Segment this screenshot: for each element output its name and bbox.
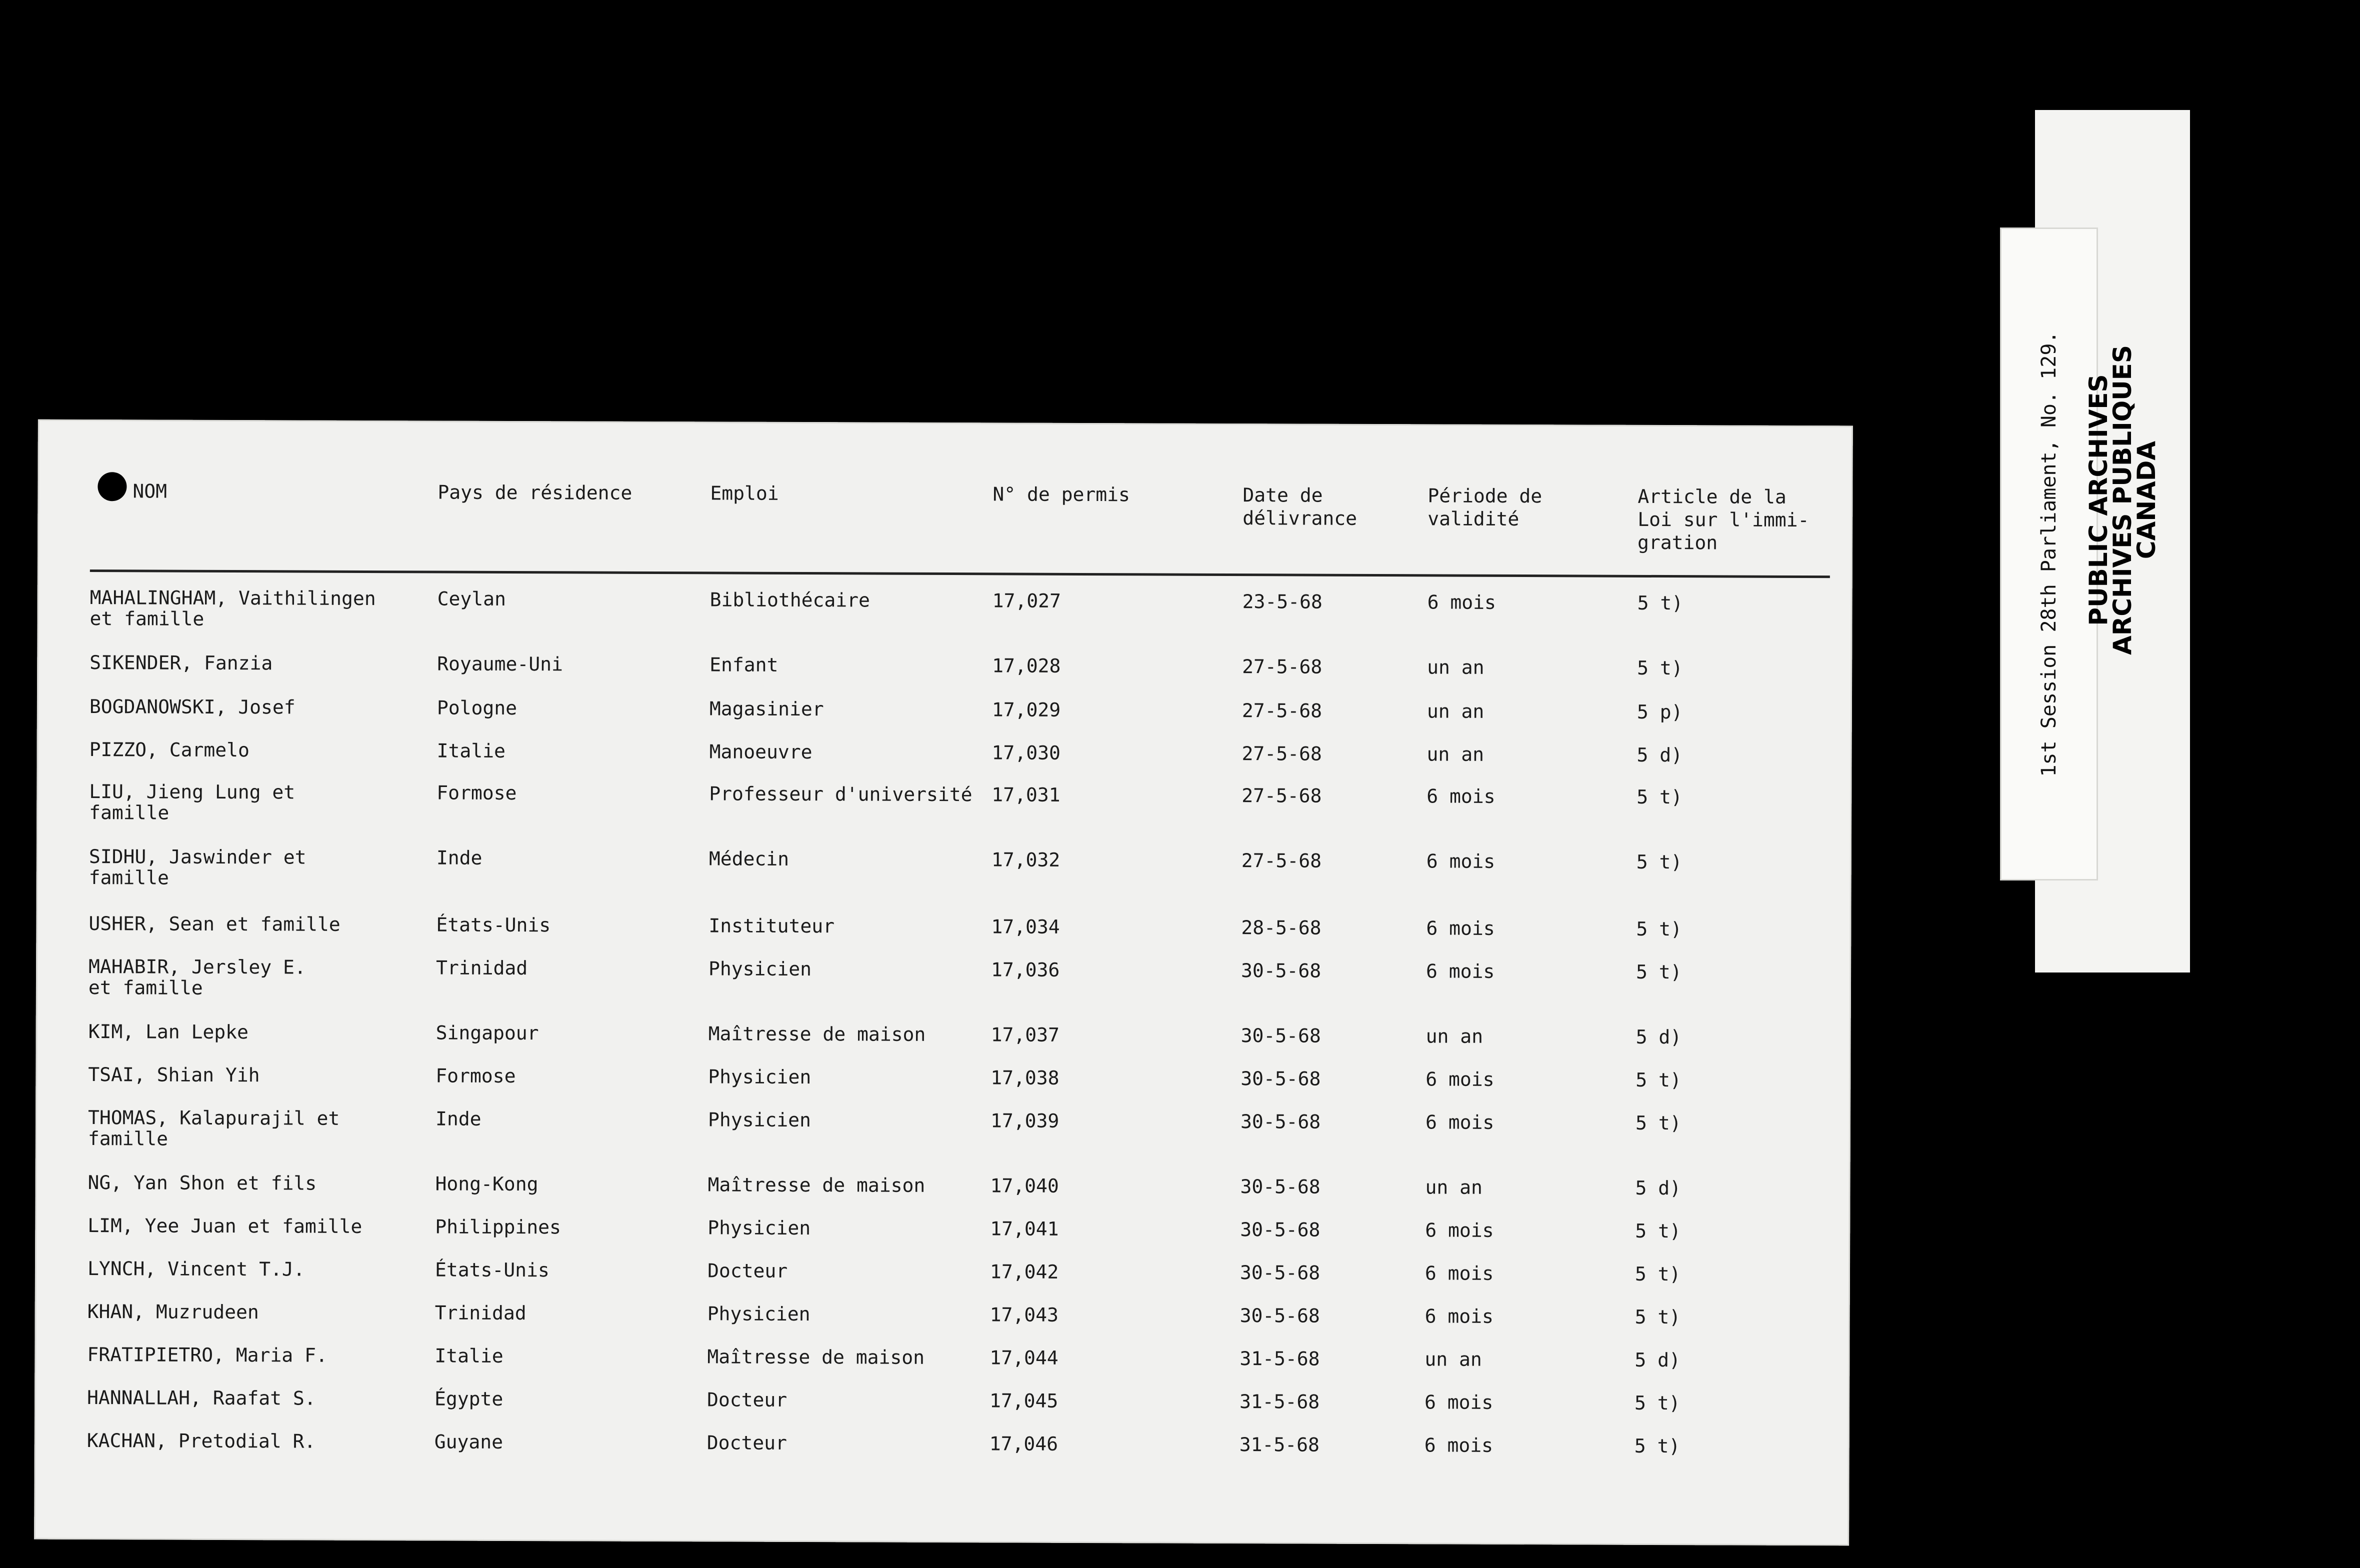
- cell-periode: 6 mois: [1424, 1262, 1494, 1284]
- cell-pays: Inde: [435, 1108, 482, 1130]
- table-row: [37, 652, 1852, 702]
- cell-emploi: Docteur: [707, 1260, 788, 1282]
- cell-article: 5 t): [1634, 1392, 1680, 1414]
- cell-pays: Ceylan: [437, 588, 506, 610]
- cell-date: 27-5-68: [1242, 656, 1322, 678]
- cell-nom: PIZZO, Carmelo: [89, 738, 250, 762]
- header-emploi: Emploi: [710, 482, 779, 504]
- cell-permis: 17,038: [990, 1066, 1060, 1089]
- table-row: [35, 1215, 1850, 1264]
- cell-permis: 17,031: [992, 784, 1060, 806]
- cell-emploi: Manoeuvre: [709, 740, 812, 764]
- cell-emploi: Physicien: [708, 1216, 811, 1240]
- table-row: [35, 1258, 1850, 1308]
- cell-date: 27-5-68: [1242, 700, 1322, 722]
- cell-periode: 6 mois: [1426, 785, 1496, 808]
- cell-emploi: Maîtresse de maison: [708, 1174, 926, 1196]
- cell-article: 5 t): [1635, 1220, 1681, 1242]
- cell-article: 5 t): [1636, 850, 1682, 874]
- cell-nom: SIDHU, Jaswinder et famille: [88, 846, 306, 889]
- cell-nom: TSAI, Shian Yih: [88, 1064, 260, 1086]
- cell-emploi: Instituteur: [708, 914, 835, 938]
- cell-nom: KACHAN, Pretodial R.: [86, 1430, 316, 1452]
- table-row: [36, 846, 1852, 896]
- cell-date: 30-5-68: [1240, 1176, 1320, 1198]
- table-row: [34, 1344, 1850, 1394]
- cell-emploi: Maîtresse de maison: [708, 1022, 926, 1046]
- cell-nom: LIU, Jieng Lung et famille: [89, 780, 296, 824]
- cell-pays: Égypte: [434, 1388, 504, 1410]
- cell-emploi: Magasinier: [709, 698, 824, 720]
- cell-pays: Inde: [436, 846, 482, 869]
- cell-article: 5 d): [1634, 1348, 1680, 1372]
- table-row: [36, 739, 1852, 788]
- cell-periode: un an: [1426, 743, 1484, 766]
- cell-periode: 6 mois: [1426, 850, 1496, 872]
- cell-article: 5 t): [1636, 918, 1682, 940]
- cell-periode: 6 mois: [1424, 1391, 1494, 1414]
- cell-date: 31-5-68: [1240, 1390, 1320, 1413]
- cell-pays: Guyane: [434, 1430, 504, 1453]
- cell-nom: THOMAS, Kalapurajil et famille: [88, 1106, 340, 1150]
- cell-article: 5 t): [1634, 1434, 1680, 1458]
- archive-label: [2000, 228, 2098, 880]
- cell-pays: Philippines: [435, 1216, 562, 1238]
- cell-article: 5 t): [1634, 1306, 1681, 1328]
- stamp-line-1: PUBLIC ARCHIVES: [2084, 374, 2113, 626]
- cell-date: 30-5-68: [1240, 1218, 1320, 1241]
- table-row: [36, 1107, 1850, 1156]
- cell-date: 31-5-68: [1239, 1434, 1320, 1456]
- cell-nom: FRATIPIETRO, Maria F.: [87, 1344, 328, 1366]
- cell-date: 30-5-68: [1240, 1262, 1320, 1284]
- cell-pays: Trinidad: [436, 956, 528, 980]
- cell-permis: 17,040: [990, 1174, 1059, 1197]
- cell-date: 30-5-68: [1240, 1110, 1321, 1133]
- header-permis: N° de permis: [992, 483, 1130, 506]
- table-row: [37, 696, 1852, 746]
- cell-permis: 17,034: [991, 916, 1060, 938]
- cell-article: 5 p): [1636, 700, 1683, 724]
- cell-periode: 6 mois: [1426, 1068, 1494, 1090]
- cell-permis: 17,036: [991, 958, 1060, 981]
- cell-date: 30-5-68: [1240, 1068, 1321, 1090]
- cell-pays: Trinidad: [434, 1302, 526, 1324]
- cell-pays: Formose: [436, 782, 517, 804]
- cell-pays: Pologne: [436, 696, 518, 720]
- header-periode: Période de validité: [1428, 484, 1542, 530]
- cell-date: 31-5-68: [1240, 1348, 1320, 1370]
- cell-nom: KHAN, Muzrudeen: [87, 1300, 259, 1324]
- cell-permis: 17,037: [990, 1024, 1060, 1046]
- cell-emploi: Médecin: [708, 848, 790, 870]
- cell-periode: 6 mois: [1425, 1111, 1494, 1134]
- cell-article: 5 d): [1636, 1026, 1682, 1048]
- cell-permis: 17,030: [992, 742, 1060, 764]
- cell-permis: 17,029: [992, 698, 1061, 721]
- cell-emploi: Physicien: [708, 1108, 812, 1132]
- punch-hole: [98, 472, 126, 501]
- cell-permis: 17,045: [990, 1390, 1058, 1412]
- cell-nom: BOGDANOWSKI, Josef: [89, 696, 296, 718]
- stamp-line-3: CANADA: [2132, 440, 2161, 560]
- cell-article: 5 t): [1634, 1262, 1681, 1286]
- cell-emploi: Docteur: [707, 1388, 788, 1411]
- cell-permis: 17,039: [990, 1110, 1060, 1132]
- cell-pays: États-Unis: [436, 914, 551, 936]
- table-row: [36, 781, 1852, 830]
- cell-emploi: Physicien: [708, 1066, 812, 1088]
- cell-periode: 6 mois: [1425, 1219, 1494, 1242]
- cell-date: 30-5-68: [1241, 960, 1322, 982]
- cell-nom: KIM, Lan Lepke: [88, 1020, 249, 1044]
- cell-nom: USHER, Sean et famille: [88, 912, 340, 936]
- cell-emploi: Bibliothécaire: [710, 588, 870, 612]
- table-row: [34, 1387, 1850, 1436]
- cell-article: 5 t): [1636, 960, 1682, 984]
- table-row: [36, 956, 1851, 1006]
- cell-periode: 6 mois: [1426, 960, 1495, 982]
- cell-permis: 17,046: [989, 1432, 1058, 1455]
- cell-periode: un an: [1424, 1348, 1482, 1370]
- cell-date: 30-5-68: [1240, 1024, 1321, 1047]
- cell-permis: 17,027: [992, 590, 1062, 612]
- cell-pays: États-Unis: [434, 1258, 550, 1282]
- cell-pays: Singapour: [436, 1022, 539, 1044]
- stamp-line-2: ARCHIVES PUBLIQUES: [2108, 345, 2137, 655]
- cell-article: 5 d): [1635, 1176, 1682, 1200]
- cell-emploi: Docteur: [706, 1432, 788, 1454]
- cell-article: 5 t): [1636, 786, 1682, 808]
- cell-nom: LYNCH, Vincent T.J.: [87, 1258, 305, 1280]
- document-sheet: [34, 420, 1853, 1546]
- table-row: [36, 913, 1851, 962]
- cell-article: 5 t): [1637, 656, 1683, 680]
- cell-date: 27-5-68: [1241, 850, 1322, 872]
- cell-article: 5 d): [1636, 744, 1683, 766]
- cell-periode: 6 mois: [1426, 917, 1495, 940]
- cell-nom: HANNALLAH, Raafat S.: [87, 1386, 316, 1410]
- cell-periode: un an: [1425, 1176, 1483, 1198]
- cell-permis: 17,041: [990, 1218, 1059, 1240]
- cell-nom: MAHABIR, Jersley E. et famille: [88, 956, 306, 999]
- cell-pays: Formose: [436, 1064, 516, 1088]
- cell-pays: Italie: [436, 740, 506, 762]
- cell-periode: 6 mois: [1424, 1434, 1494, 1456]
- cell-emploi: Physicien: [707, 1302, 810, 1326]
- cell-date: 27-5-68: [1242, 784, 1322, 807]
- cell-permis: 17,028: [992, 654, 1061, 677]
- cell-permis: 17,042: [990, 1260, 1059, 1283]
- cell-periode: 6 mois: [1427, 591, 1496, 614]
- cell-nom: LIM, Yee Juan et famille: [88, 1214, 362, 1238]
- cell-permis: 17,032: [991, 848, 1060, 871]
- cell-pays: Hong-Kong: [435, 1172, 538, 1196]
- cell-periode: un an: [1426, 1025, 1484, 1048]
- cell-periode: un an: [1426, 700, 1484, 722]
- cell-date: 23-5-68: [1242, 590, 1322, 613]
- cell-permis: 17,043: [990, 1304, 1059, 1326]
- cell-emploi: Enfant: [710, 654, 778, 676]
- table-row: [37, 587, 1852, 636]
- cell-article: 5 t): [1636, 1068, 1682, 1092]
- header-date: Date de délivrance: [1242, 484, 1358, 530]
- cell-date: 28-5-68: [1241, 916, 1322, 939]
- cell-emploi: Maîtresse de maison: [707, 1346, 925, 1368]
- cell-article: 5 t): [1635, 1112, 1682, 1134]
- cell-emploi: Professeur d'université: [709, 782, 972, 806]
- table-row: [34, 1301, 1850, 1350]
- cell-periode: un an: [1427, 656, 1484, 678]
- header-pays: Pays de résidence: [438, 481, 632, 504]
- header-article: Article de la Loi sur l'immi- gration: [1638, 485, 1810, 554]
- cell-date: 27-5-68: [1242, 742, 1322, 765]
- cell-emploi: Physicien: [708, 958, 812, 980]
- cell-pays: Royaume-Uni: [437, 652, 563, 676]
- cell-nom: NG, Yan Shon et fils: [88, 1172, 317, 1194]
- cell-permis: 17,044: [990, 1346, 1058, 1369]
- cell-pays: Italie: [434, 1344, 504, 1367]
- cell-periode: 6 mois: [1424, 1305, 1494, 1328]
- session-label: 1st Session 28th Parliament, No. 129.: [2038, 331, 2060, 777]
- table-row: [36, 1021, 1850, 1070]
- cell-nom: SIKENDER, Fanzia: [90, 652, 273, 674]
- cell-nom: MAHALINGHAM, Vaithilingen et famille: [90, 586, 376, 630]
- cell-article: 5 t): [1637, 592, 1684, 614]
- header-nom: NOM: [132, 480, 168, 502]
- cell-date: 30-5-68: [1240, 1304, 1320, 1327]
- table-row: [36, 1064, 1850, 1114]
- table-row: [35, 1172, 1850, 1222]
- header-rule: [90, 570, 1830, 578]
- table-row: [34, 1430, 1850, 1480]
